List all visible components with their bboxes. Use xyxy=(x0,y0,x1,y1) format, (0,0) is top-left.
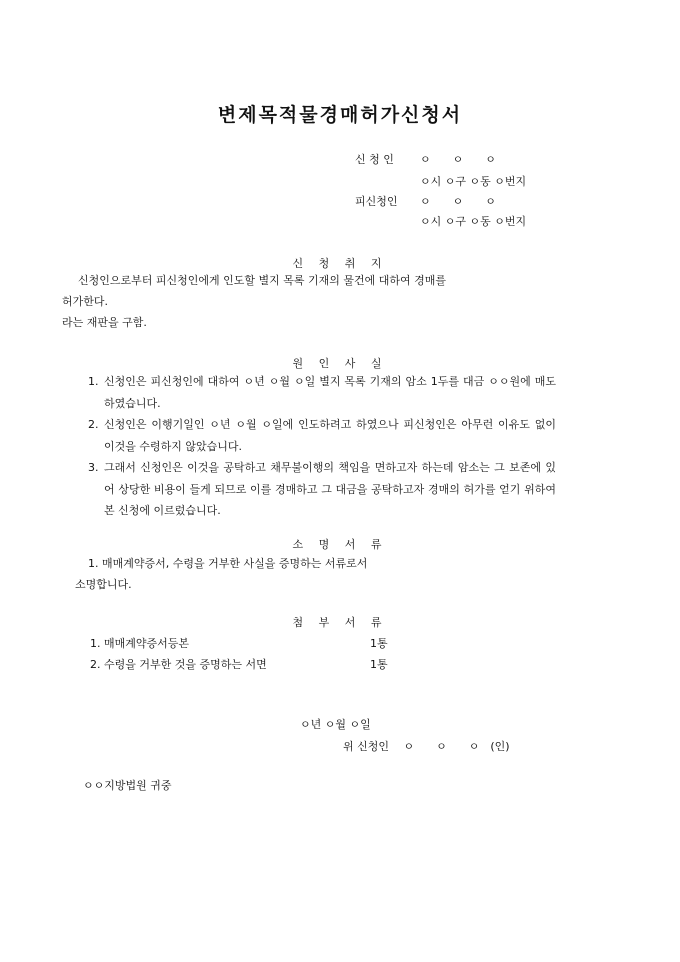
applicant-name: ㅇ ㅇ ㅇ xyxy=(420,153,496,166)
attachment-item-qty: 1통 xyxy=(370,637,388,650)
evidence-line-2: 소명합니다. xyxy=(75,578,132,591)
court-addressee: ㅇㅇ지방법원 귀중 xyxy=(83,779,172,792)
cause-item-text: 신청인은 이행기일인 ㅇ년 ㅇ월 ㅇ일에 인도하려고 하였으나 피신청인은 아무런 이유도 없이 이것을 수령하지 않았습니다. xyxy=(104,418,556,453)
document-title: 변제목적물경매허가신청서 xyxy=(217,104,463,126)
cause-item-number: 3. xyxy=(88,461,99,474)
signature-line: 위 신청인 ㅇ ㅇ ㅇ (인) xyxy=(343,740,510,753)
applicant-label: 신 청 인 xyxy=(355,153,394,166)
respondent-label: 피신청인 xyxy=(355,195,398,208)
attachment-item-label: 1. 매매계약증서등본 xyxy=(90,637,189,650)
cause-list xyxy=(88,371,556,522)
cause-item-text: 신청인은 피신청인에 대하여 ㅇ년 ㅇ월 ㅇ일 별지 목록 기재의 암소 1두를 대금 ㅇㅇ원에 매도하였습니다. xyxy=(104,375,556,410)
applicant-address: ㅇ시 ㅇ구 ㅇ동 ㅇ번지 xyxy=(420,175,527,188)
purpose-line-2: 허가한다. xyxy=(62,295,109,308)
purpose-line-1: 신청인으로부터 피신청인에게 인도할 별지 목록 기재의 물건에 대하여 경매를 xyxy=(78,274,447,287)
purpose-body xyxy=(62,270,582,333)
attachments-heading: 첨 부 서 류 xyxy=(292,616,388,629)
cause-item-number: 1. xyxy=(88,375,99,388)
purpose-line-3: 라는 재판을 구함. xyxy=(62,316,147,329)
evidence-heading: 소 명 서 류 xyxy=(292,538,388,551)
filing-date: ㅇ년 ㅇ월 ㅇ일 xyxy=(300,718,371,731)
respondent-name: ㅇ ㅇ ㅇ xyxy=(420,195,496,208)
evidence-line-1: 1. 매매계약증서, 수령을 거부한 사실을 증명하는 서류로서 xyxy=(88,557,368,570)
cause-item-number: 2. xyxy=(88,418,99,431)
attachment-item-label: 2. 수령을 거부한 것을 증명하는 서면 xyxy=(90,658,267,671)
cause-item xyxy=(88,371,556,414)
cause-heading: 원 인 사 실 xyxy=(292,357,388,370)
cause-item xyxy=(88,457,556,522)
attachment-item-qty: 1통 xyxy=(370,658,388,671)
respondent-address: ㅇ시 ㅇ구 ㅇ동 ㅇ번지 xyxy=(420,215,527,228)
purpose-heading: 신 청 취 지 xyxy=(292,257,388,270)
cause-item xyxy=(88,414,556,457)
cause-item-text: 그래서 신청인은 이것을 공탁하고 채무불이행의 책임을 면하고자 하는데 암소는 그 보존에 있어 상당한 비용이 들게 되므로 이를 경매하고 그 대금을 공탁하고자 경매의 허가를 얻기 위하여 본 신청에 이르렀습니다. xyxy=(104,461,556,517)
